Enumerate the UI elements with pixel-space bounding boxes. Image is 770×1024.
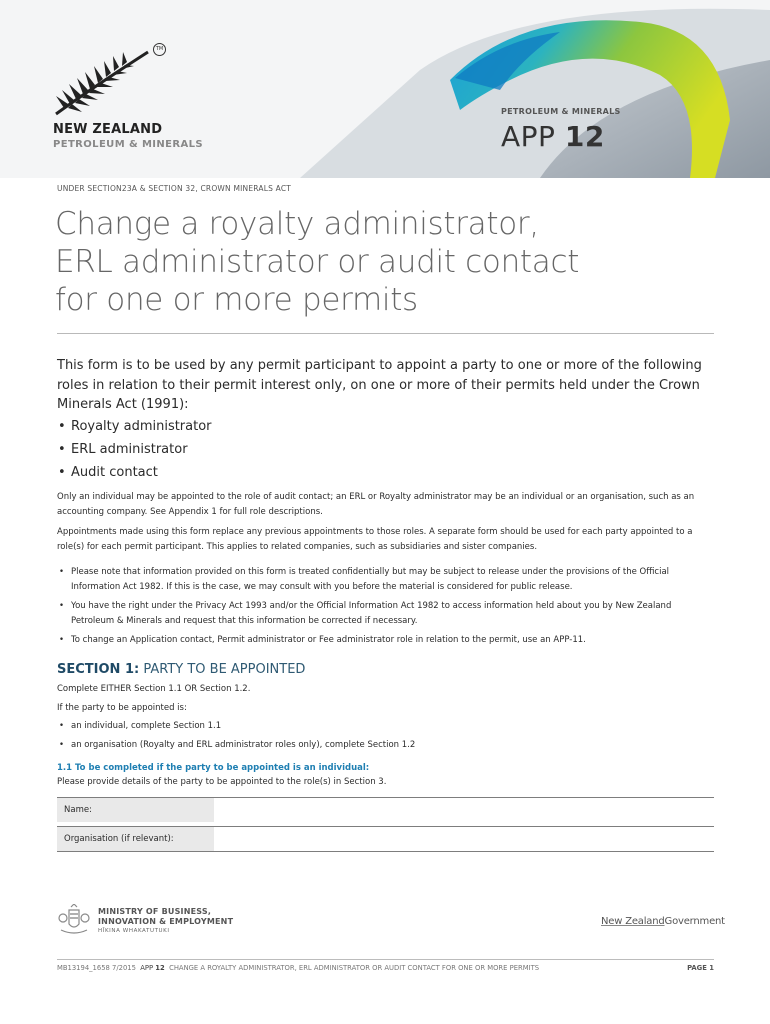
intro-lead: This form is to be used by any permit participant to appoint a party to one or more of the following roles in relation to their permit interest only, on one or more of their permits held under the Crown Minerals Act (1991):	[57, 358, 702, 412]
ministry-line-1: MINISTRY OF BUSINESS,	[98, 907, 212, 916]
intro-block	[57, 356, 717, 484]
footer-app-prefix: APP	[140, 964, 154, 972]
nzgov-gov: Government	[664, 916, 725, 927]
section-1-instruction: Complete EITHER Section 1.1 OR Section 1.2.	[57, 684, 251, 694]
title-line: ERL administrator or audit contact	[55, 244, 580, 280]
option-item: • an organisation (Royalty and ERL administrator roles only), complete Section 1.2	[57, 738, 717, 753]
app-number: 12	[564, 120, 605, 153]
page-title	[55, 205, 715, 319]
note-item: • You have the right under the Privacy Act 1993 and/or the Official Information Act 1982 to access information held about you by New Zealand Petroleum & Minerals and request that this information be corrected if necessary.	[57, 599, 717, 629]
title-divider	[57, 333, 714, 334]
coat-of-arms-icon	[57, 904, 91, 936]
role-item: • ERL administrator	[57, 438, 717, 461]
section-1-1-heading: 1.1 To be completed if the party to be appointed is an individual:	[57, 763, 370, 773]
nzgov-nz: New Zealand	[601, 916, 665, 927]
section-1-title: PARTY TO BE APPOINTED	[143, 662, 306, 677]
org-subtitle: PETROLEUM & MINERALS	[53, 139, 204, 150]
party-details-form	[57, 797, 714, 852]
ministry-line-2: INNOVATION & EMPLOYMENT	[98, 917, 234, 926]
section-1-label: SECTION 1:	[57, 662, 140, 677]
appointments-paragraph: Appointments made using this form replace any previous appointments to those roles. A separate form should be used for each party appointed to a role(s) for each permit participant. This applies to related companies, such as subsidiaries and sister companies.	[57, 527, 693, 552]
option-item: • an individual, complete Section 1.1	[57, 719, 717, 734]
notes-list	[57, 565, 717, 652]
section-1-options	[57, 719, 717, 757]
footer-title: CHANGE A ROYALTY ADMINISTRATOR, ERL ADMINISTRATOR OR AUDIT CONTACT FOR ONE OR MORE PERMITS	[169, 964, 540, 972]
title-line: Change a royalty administrator,	[55, 206, 539, 242]
role-item: • Audit contact	[57, 461, 717, 484]
role-list	[57, 415, 717, 484]
organisation-label: Organisation (if relevant):	[57, 827, 214, 851]
role-item: • Royalty administrator	[57, 415, 717, 438]
form-row-organisation	[57, 826, 714, 852]
fern-logo-icon	[52, 48, 150, 118]
section-1-if-text: If the party to be appointed is:	[57, 703, 187, 713]
page-header	[0, 0, 770, 178]
app-kicker: PETROLEUM & MINERALS	[501, 107, 621, 116]
org-name: NEW ZEALAND	[53, 122, 163, 137]
page-footer	[57, 964, 714, 972]
ministry-name	[98, 907, 233, 927]
name-field[interactable]	[222, 798, 714, 822]
nz-government-logo	[601, 916, 725, 927]
trademark-mark: TM	[153, 43, 166, 56]
app-prefix: APP	[501, 120, 556, 153]
form-row-name	[57, 797, 714, 822]
legal-reference: UNDER SECTION23A & SECTION 32, CROWN MINERALS ACT	[57, 184, 292, 193]
footer-divider	[57, 959, 714, 960]
note-item: • Please note that information provided on this form is treated confidentially but may be subject to release under the provisions of the Official Information Act 1982. If this is the case, we may consult with you before the material is considered for public release.	[57, 565, 717, 595]
note-item: • To change an Application contact, Permit administrator or Fee administrator role in relation to the permit, use an APP-11.	[57, 633, 717, 648]
ministry-maori-name: HĪKINA WHAKATUTUKI	[98, 928, 170, 934]
name-label: Name:	[57, 798, 214, 822]
footer-app-number: 12	[155, 964, 165, 972]
footer-app	[140, 964, 165, 972]
section-1-heading	[57, 662, 305, 677]
title-line: for one or more permits	[55, 282, 418, 318]
audit-contact-paragraph: Only an individual may be appointed to the role of audit contact; an ERL or Royalty administrator may be an individual or an organisation, such as an accounting company. See Appendix 1 for full role descriptions.	[57, 492, 695, 517]
organisation-field[interactable]	[222, 827, 714, 851]
section-1-1-instruction: Please provide details of the party to be appointed to the role(s) in Section 3.	[57, 777, 387, 787]
page-number: PAGE 1	[687, 964, 714, 972]
app-code	[501, 120, 605, 153]
footer-code: MB13194_1658 7/2015	[57, 964, 136, 972]
